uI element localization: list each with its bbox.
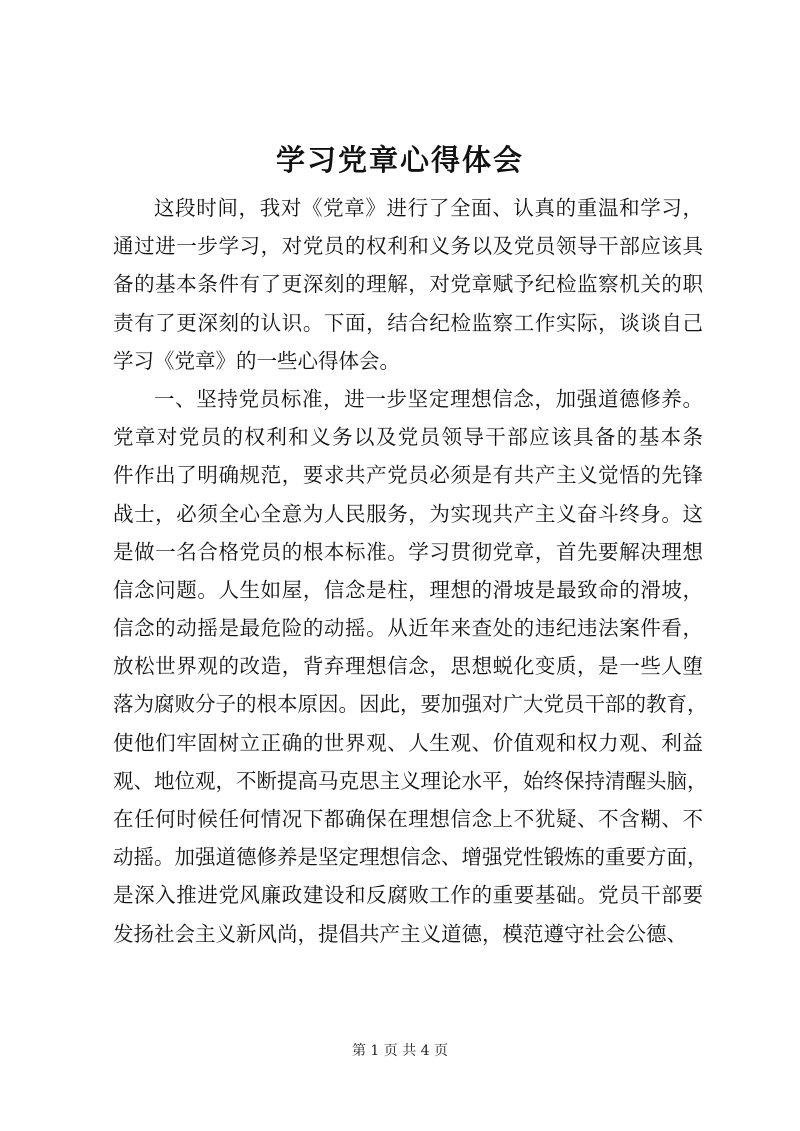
text-line: 党章对党员的权利和义务以及党员领导干部应该具备的基本条 bbox=[113, 425, 703, 450]
text-line: 备的基本条件有了更深刻的理解，对党章赋予纪检监察机关的职 bbox=[113, 272, 703, 297]
text-line: 是深入推进党风廉政建设和反腐败工作的重要基础。党员干部要 bbox=[113, 883, 703, 908]
text-line: 观、地位观，不断提高马克思主义理论水平，始终保持清醒头脑， bbox=[113, 768, 708, 793]
text-line: 在任何时候任何情况下都确保在理想信念上不犹疑、不含糊、不 bbox=[113, 807, 703, 831]
text-line: 落为腐败分子的根本原因。因此，要加强对广大党员干部的教育， bbox=[113, 692, 708, 717]
paragraph-1 bbox=[113, 189, 703, 380]
document-body bbox=[113, 189, 708, 953]
text-line: 使他们牢固树立正确的世界观、人生观、价值观和权力观、利益 bbox=[113, 730, 703, 755]
paragraph-2 bbox=[113, 380, 708, 953]
text-line: 信念问题。人生如屋，信念是柱，理想的滑坡是最致命的滑坡， bbox=[113, 577, 703, 602]
text-line: 发扬社会主义新风尚，提倡共产主义道德，模范遵守社会公德、 bbox=[113, 921, 687, 946]
text-line: 动摇。加强道德修养是坚定理想信念、增强党性锻炼的重要方面， bbox=[113, 845, 708, 870]
text-line: 件作出了明确规范，要求共产党员必须是有共产主义觉悟的先锋 bbox=[113, 463, 703, 488]
text-line: 是做一名合格党员的根本标准。学习贯彻党章，首先要解决理想 bbox=[113, 539, 703, 564]
text-line: 战士，必须全心全意为人民服务，为实现共产主义奋斗终身。这 bbox=[113, 501, 703, 526]
text-line: 责有了更深刻的认识。下面，结合纪检监察工作实际，谈谈自己 bbox=[113, 310, 703, 335]
text-line: 这段时间，我对《党章》进行了全面、认真的重温和学习， bbox=[154, 196, 703, 220]
text-line: 通过进一步学习，对党员的权利和义务以及党员领导干部应该具 bbox=[113, 234, 703, 259]
text-line: 学习《党章》的一些心得体会。 bbox=[113, 348, 400, 373]
document-title: 学习党章心得体会 bbox=[275, 143, 524, 177]
text-line: 放松世界观的改造，背弃理想信念，思想蜕化变质，是一些人堕 bbox=[113, 654, 703, 679]
text-line: 一、坚持党员标准，进一步坚定理想信念，加强道德修养。 bbox=[154, 386, 703, 411]
text-line: 信念的动摇是最危险的动摇。从近年来查处的违纪违法案件看， bbox=[113, 616, 703, 641]
page-footer: 第 1 页 共 4 页 bbox=[351, 1043, 449, 1059]
